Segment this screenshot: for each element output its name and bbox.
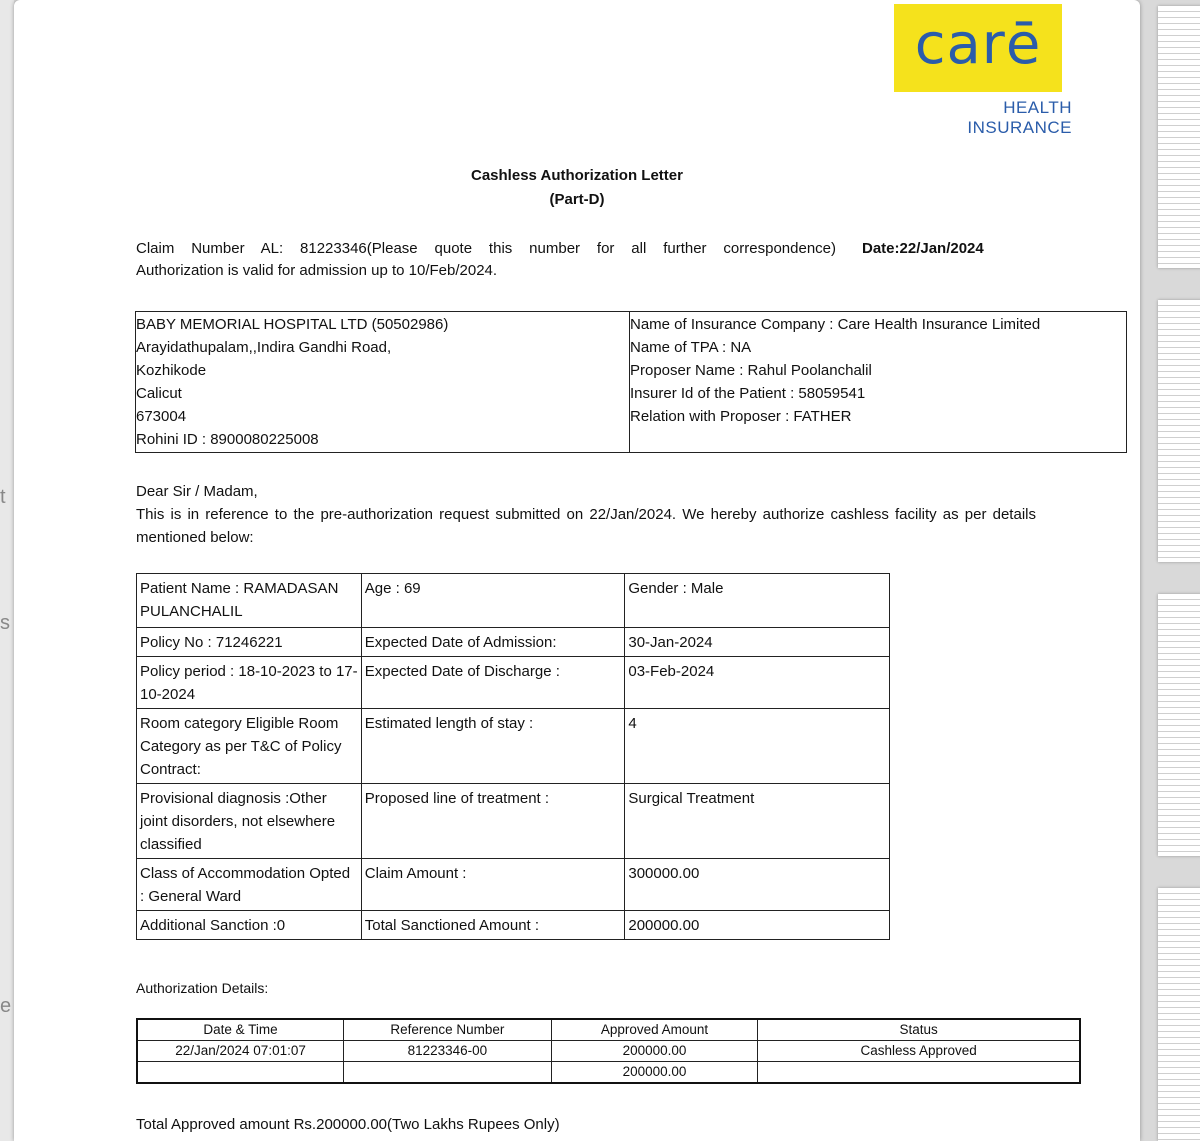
hospital-street: Arayidathupalam,,Indira Gandhi Road, [136,339,392,356]
logo-word: carē [914,12,1042,77]
table-row [137,709,890,784]
validity-line: Authorization is valid for admission up to 10/Feb/2024. [136,262,498,279]
relation-with-proposer: Relation with Proposer : FATHER [630,408,852,425]
auth-amount: 200000.00 [551,1041,758,1062]
hospital-city: Kozhikode [136,362,207,379]
patient-age: Age : 69 [361,574,625,628]
body-paragraph: This is in reference to the pre-authorization request submitted on 22/Jan/2024. We hereby authorize cashless facility as per details mentioned below: [136,506,1036,546]
length-of-stay-label: Estimated length of stay : [361,709,625,784]
insurance-company: Name of Insurance Company : Care Health Insurance Limited [630,316,1041,333]
admission-label: Expected Date of Admission: [361,628,625,657]
table-row [137,574,890,628]
tpa-name: Name of TPA : NA [630,339,752,356]
sanctioned-amount-value: 200000.00 [625,911,890,940]
admission-date: 30-Jan-2024 [625,628,890,657]
page-thumbnails-panel [1150,0,1200,1141]
total-reference [344,1062,552,1084]
greeting: Dear Sir / Madam, [136,483,258,500]
auth-date-time: 22/Jan/2024 07:01:07 [137,1041,344,1062]
patient-gender: Gender : Male [625,574,890,628]
discharge-label: Expected Date of Discharge : [361,657,625,709]
table-row [137,1062,1080,1084]
title-line-1: Cashless Authorization Letter [471,167,683,184]
claim-amount-label: Claim Amount : [361,859,625,911]
hospital-name: BABY MEMORIAL HOSPITAL LTD (50502986) [136,316,449,333]
header-approved-amount: Approved Amount [551,1019,758,1041]
treatment-value: Surgical Treatment [625,784,890,859]
page-thumbnail[interactable] [1158,888,1200,1141]
care-logo [894,4,1074,138]
total-amount: 200000.00 [551,1062,758,1084]
patient-name: Patient Name : RAMADASAN PULANCHALIL [137,574,362,628]
header-date-time: Date & Time [137,1019,344,1041]
auth-reference: 81223346-00 [344,1041,552,1062]
treatment-label: Proposed line of treatment : [361,784,625,859]
hospital-pincode: 673004 [136,408,187,425]
hospital-insurer-table [135,311,1127,453]
patient-details-table [136,573,890,940]
total-date-time [137,1062,344,1084]
authorization-details-label: Authorization Details: [136,980,269,996]
title-line-2: (Part-D) [549,191,605,208]
table-row [137,911,890,940]
accommodation-class: Class of Accommodation Opted : General Ward [137,859,362,911]
table-row [137,628,890,657]
left-window-edge: t s e [0,0,14,1141]
hospital-rohini-id: Rohini ID : 8900080225008 [136,431,319,448]
claim-amount-value: 300000.00 [625,859,890,911]
proposer-name: Proposer Name : Rahul Poolanchalil [630,362,872,379]
document-page [14,0,1140,1141]
page-thumbnail[interactable] [1158,6,1200,268]
header-status: Status [758,1019,1080,1041]
insurer-patient-id: Insurer Id of the Patient : 58059541 [630,385,866,402]
discharge-date: 03-Feb-2024 [625,657,890,709]
header-reference-number: Reference Number [344,1019,552,1041]
logo-subtitle: HEALTH INSURANCE [967,98,1072,137]
logo-yellow-box [894,4,1062,92]
room-category: Room category Eligible Room Category as per T&C of Policy Contract: [137,709,362,784]
page-thumbnail[interactable] [1158,594,1200,856]
table-row [137,1041,1080,1062]
table-row [137,657,890,709]
provisional-diagnosis: Provisional diagnosis :Other joint disorders, not elsewhere classified [137,784,362,859]
table-header-row [137,1019,1080,1041]
letter-date: Date:22/Jan/2024 [862,240,984,257]
claim-number-line: Claim Number AL: 81223346(Please quote this number for all further correspondence) [136,240,836,257]
sanctioned-amount-label: Total Sanctioned Amount : [361,911,625,940]
authorization-table [136,1018,1081,1084]
auth-status: Cashless Approved [758,1041,1080,1062]
additional-sanction: Additional Sanction :0 [137,911,362,940]
table-row [137,784,890,859]
length-of-stay-value: 4 [625,709,890,784]
total-status [758,1062,1080,1084]
letter-title [14,164,1140,212]
insurer-info-cell [630,312,1126,452]
hospital-address-cell [136,312,630,452]
policy-number: Policy No : 71246221 [137,628,362,657]
claim-info [136,238,836,282]
policy-period: Policy period : 18-10-2023 to 17-10-2024 [137,657,362,709]
page-thumbnail[interactable] [1158,300,1200,562]
hospital-district: Calicut [136,385,182,402]
letter-body [136,480,1036,549]
table-row [137,859,890,911]
total-approved-amount: Total Approved amount Rs.200000.00(Two Lakhs Rupees Only) [136,1116,560,1133]
